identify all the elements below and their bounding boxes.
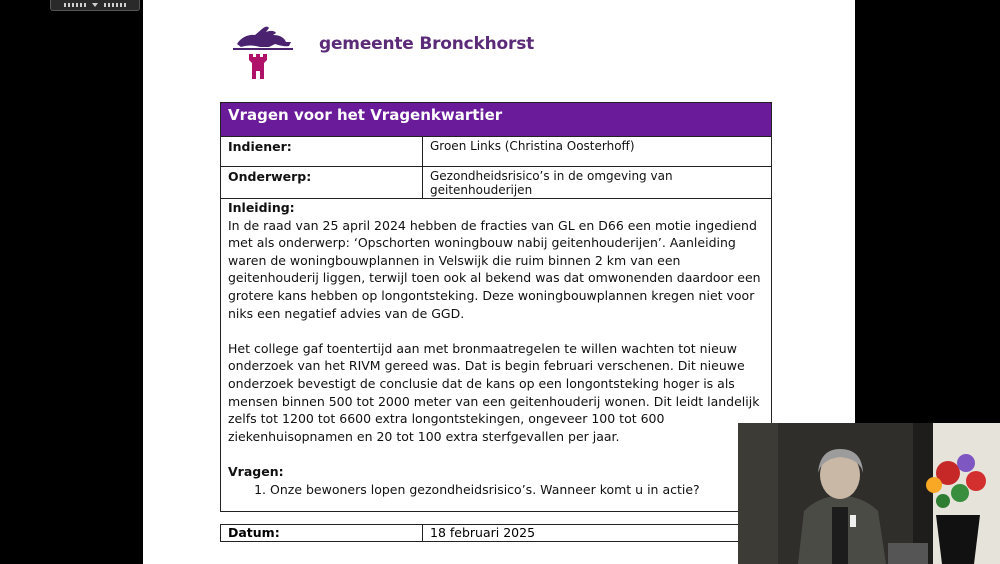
- onderwerp-row: [221, 166, 771, 198]
- question-item: 1. Onze bewoners lopen gezondheidsrisico’s. Wanneer komt u in actie?: [270, 481, 764, 499]
- indiener-label: Indiener:: [221, 137, 423, 166]
- onderwerp-value: Gezondheidsrisico’s in de omgeving van geitenhouderijen: [430, 169, 673, 197]
- toolbar-dots-icon[interactable]: [104, 3, 126, 7]
- onderwerp-label: Onderwerp:: [221, 167, 423, 198]
- speaker-video-frame: [738, 423, 1000, 564]
- datum-value: 18 februari 2025: [430, 525, 536, 540]
- vragen-label: Vragen:: [228, 463, 284, 479]
- viewer-toolbar[interactable]: [50, 0, 140, 11]
- question-list: [228, 481, 764, 499]
- form-title: Vragen voor het Vragenkwartier: [221, 103, 771, 136]
- inleiding-label: Inleiding:: [228, 200, 295, 215]
- rabbit-castle-logo-icon: [229, 20, 299, 82]
- inleiding-section: [221, 198, 771, 511]
- datum-row: [220, 524, 772, 542]
- indiener-row: [221, 136, 771, 166]
- paragraph-rivm: Het college gaf toentertijd aan met bronmaatregelen te willen wachten tot nieuw onderzoek van het RIVM gereed was. Dat is begin februari verschenen. Dit nieuwe onderzoek bevestigt de conclusie dat de kans op een longontsteking hoger is als mensen binnen 500 tot 2000 meter van een geitenhouderij wonen. Dit leidt landelijk zelfs tot 1200 tot 6600 extra longontstekingen, ongeveer 100 tot 600 ziekenhuisopnamen en 20 tot 100 extra sterfgevallen per jaar.: [228, 340, 760, 444]
- toolbar-dots-icon[interactable]: [64, 3, 86, 7]
- indiener-value: Groen Links (Christina Oosterhoff): [430, 139, 635, 153]
- question-form: [220, 102, 772, 512]
- download-arrow-icon[interactable]: [92, 3, 98, 7]
- datum-label: Datum:: [221, 525, 423, 541]
- paragraph-motion: In de raad van 25 april 2024 hebben de fracties van GL en D66 een motie ingediend met als onderwerp: ‘Opschorten woningbouw nabij geitenhouderijen’. Aanleiding waren de woningbouwplannen in Velswijk die ruim binnen 2 km van een geitenhouderij liggen, terwijl toen ook al bekend was dat omwonenden daardoor een grotere kans hebben op longontsteking. Deze woningbouwplannen kregen niet voor niks een negatief advies van de GGD.: [228, 217, 761, 321]
- speaker-video-feed: [738, 423, 1000, 564]
- organization-name: gemeente Bronckhorst: [319, 34, 535, 54]
